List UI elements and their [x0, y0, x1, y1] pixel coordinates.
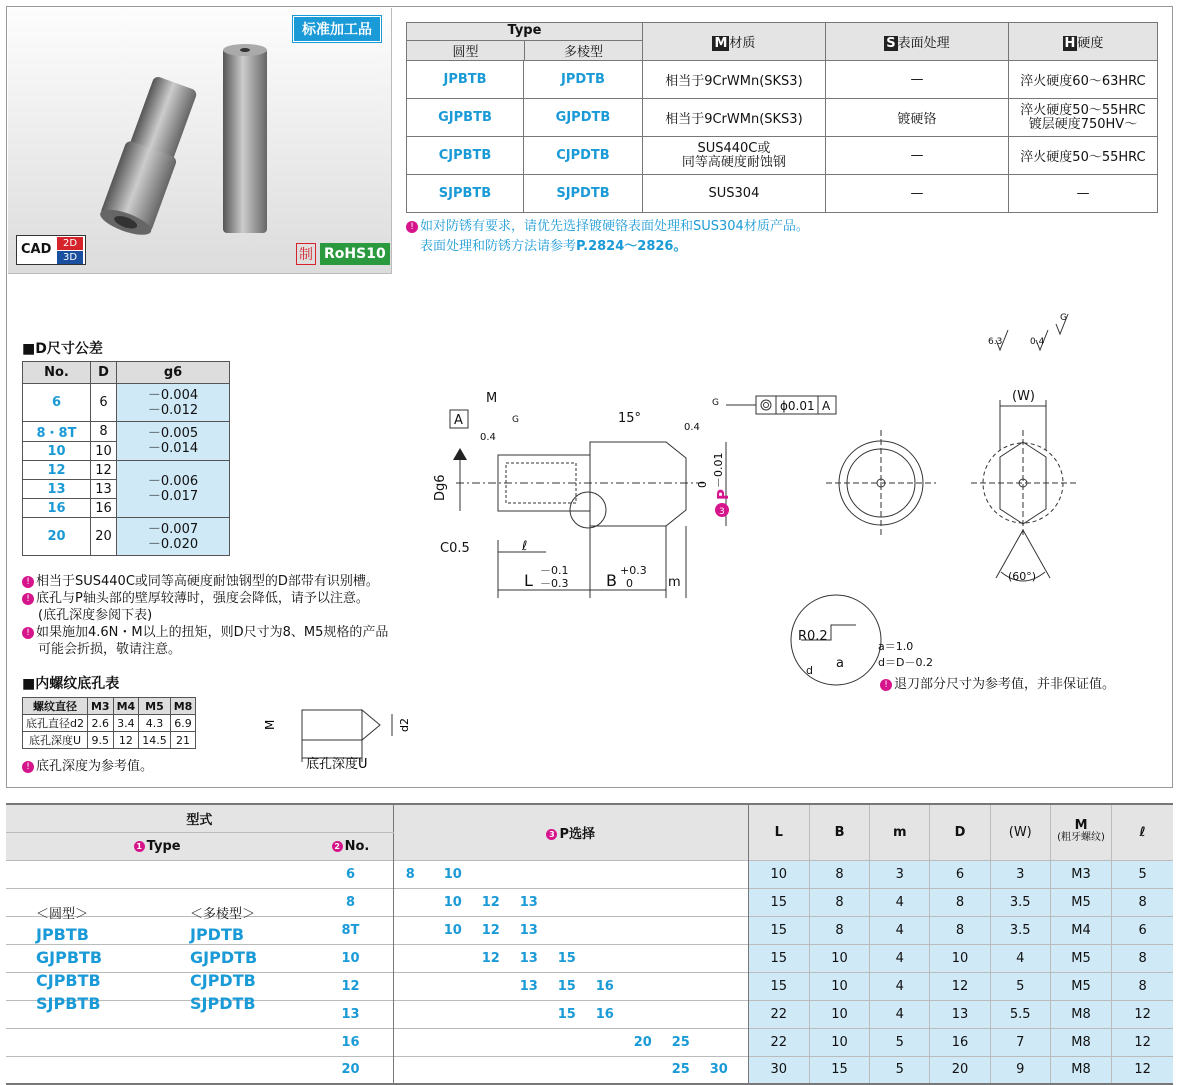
value-cell: M5	[1050, 972, 1111, 1000]
product-image	[88, 38, 308, 238]
svg-text:15°: 15°	[618, 411, 642, 426]
value-cell: 6	[930, 860, 990, 888]
note-icon: !	[406, 221, 418, 233]
tolerance-table: No. D g6 6 6 －0.004 －0.012 8・8T 8 －0.005 －0.014 10 10 12 12 －0.006 －0.017 13 13 16 16 20 20 －0.007 －0.020	[22, 361, 230, 556]
no-cell: 12	[308, 972, 393, 1000]
value-cell: 10	[809, 972, 869, 1000]
value-cell: 3.5	[990, 916, 1050, 944]
svg-text:A: A	[454, 413, 463, 428]
value-cell: 3	[990, 860, 1050, 888]
svg-text:0.4: 0.4	[684, 422, 700, 433]
page-ref-link[interactable]: P.2824～2826。	[576, 239, 687, 254]
type-col-header: 1 Type	[6, 832, 308, 860]
value-cell: 9	[990, 1056, 1050, 1084]
p-option[interactable]: 13	[519, 922, 538, 938]
type-header: Type 圆型 多棱型	[407, 23, 643, 61]
round-types: ＜圆型＞ JPBTB GJPBTB CJPBTB SJPBTB	[36, 907, 103, 1013]
value-cell: 22	[748, 1028, 809, 1056]
svg-text:－0.1: －0.1	[540, 564, 569, 577]
p-option[interactable]: 10	[443, 922, 462, 938]
svg-text:d: d	[806, 664, 813, 677]
p-option[interactable]: 15	[557, 978, 576, 994]
p-option[interactable]: 16	[595, 978, 614, 994]
value-cell: 10	[809, 944, 869, 972]
no-cell: 13	[308, 1000, 393, 1028]
spec-row: SJPBTB SJPDTB SUS304 — —	[407, 175, 1158, 213]
value-cell: 4	[870, 888, 930, 916]
p-option[interactable]: 13	[519, 894, 538, 910]
technical-drawing	[433, 300, 1156, 700]
value-cell: 16	[930, 1028, 990, 1056]
svg-text:(60°): (60°)	[1008, 570, 1037, 583]
bore-table: 螺纹直径 M3 M4 M5 M8 底孔直径d2 2.6 3.4 4.3 6.9 底孔深度U 9.5 12 14.5 21	[22, 697, 196, 749]
table-row	[6, 860, 1173, 888]
svg-text:底孔深度U: 底孔深度U	[306, 757, 368, 772]
value-cell: 8	[809, 860, 869, 888]
p-option[interactable]: 13	[519, 950, 538, 966]
svg-text:d2: d2	[398, 718, 411, 732]
no-cell: 6	[308, 860, 393, 888]
svg-text:+0.3: +0.3	[620, 564, 647, 577]
value-cell: 15	[748, 916, 809, 944]
p-option[interactable]: 12	[481, 922, 500, 938]
value-cell: 5.5	[990, 1000, 1050, 1028]
main-table: 型式 3 P选择 L B m D (W) M (粗牙螺纹) ℓ 1 Type 2 No. 6 8 10 10 8 3 6 3 M3 5 8 10 12 13 15 8 4 8 3.5 M5 8 8T 10 12 13 15 8 4 8 3.5 M4 6 10 12 13 15 15 10 4 10 4 M5 8 12 13 15 16 15 10 4 12 5 M5 8 13 15 16 22 10 4 13 5.5 M8 12 16 20 25 22 10 5 16 7 M8 12 20 25 30 30 15 5 20 9 M8 12	[6, 803, 1173, 1085]
svg-text:0: 0	[626, 577, 633, 590]
svg-text:6.3: 6.3	[988, 337, 1003, 347]
p-option[interactable]: 10	[443, 894, 462, 910]
svg-text:－0.01: －0.01	[712, 452, 725, 488]
svg-text:G: G	[1060, 313, 1067, 323]
no-cell: 10	[308, 944, 393, 972]
svg-text:0.4: 0.4	[480, 432, 496, 443]
p-select-header: 3 P选择	[393, 804, 748, 860]
p-option[interactable]: 13	[519, 978, 538, 994]
svg-text:0.4: 0.4	[1030, 337, 1045, 347]
value-cell: 22	[748, 1000, 809, 1028]
tolerance-title: ■D尺寸公差	[22, 341, 103, 357]
svg-text:(W): (W)	[1012, 389, 1035, 404]
value-cell: 8	[1112, 972, 1173, 1000]
value-cell: 15	[748, 888, 809, 916]
svg-text:G: G	[712, 398, 719, 408]
p-dimension	[696, 453, 732, 518]
svg-text:M: M	[486, 391, 498, 406]
value-cell: 5	[990, 972, 1050, 1000]
svg-text:Dg6: Dg6	[433, 474, 448, 501]
value-cell: M3	[1050, 860, 1111, 888]
value-cell: 8	[809, 888, 869, 916]
value-cell: 10	[809, 1000, 869, 1028]
p-option[interactable]: 30	[709, 1062, 728, 1078]
value-cell: 30	[748, 1056, 809, 1084]
value-cell: 5	[1112, 860, 1173, 888]
svg-text:a: a	[836, 656, 844, 671]
value-cell: 15	[809, 1056, 869, 1084]
value-cell: 3.5	[990, 888, 1050, 916]
note-icon: !	[22, 627, 34, 639]
note-icon: !	[22, 593, 34, 605]
value-cell: 5	[870, 1028, 930, 1056]
svg-text:C0.5: C0.5	[440, 541, 470, 556]
svg-text:M: M	[263, 719, 277, 730]
svg-text:ϕ0.01: ϕ0.01	[780, 399, 815, 413]
table-row	[6, 888, 1173, 916]
spec-note: ! 如对防锈有要求，请优先选择镀硬铬表面处理和SUS304材质产品。	[406, 218, 809, 235]
bore-title: ■内螺纹底孔表	[22, 676, 120, 692]
value-cell: 7	[990, 1028, 1050, 1056]
spec-row: JPBTB JPDTB 相当于9CrWMn(SKS3) — 淬火硬度60～63HRC	[407, 61, 1158, 99]
rohs-badge: RoHS10	[320, 243, 390, 265]
no-cell: 16	[308, 1028, 393, 1056]
p-option[interactable]: 15	[557, 950, 576, 966]
svg-text:m: m	[668, 575, 681, 590]
svg-text:P: P	[714, 489, 732, 500]
spec-row: CJPBTB CJPDTB SUS440C或 同等高硬度耐蚀钢 — 淬火硬度50～55HRC	[407, 137, 1158, 175]
svg-text:a＝1.0: a＝1.0	[878, 640, 914, 653]
material-header: M 材质	[642, 23, 825, 61]
svg-text:R0.2: R0.2	[798, 629, 828, 644]
p-option[interactable]: 16	[595, 1006, 614, 1022]
value-cell: M4	[1050, 916, 1111, 944]
svg-text:ℓ: ℓ	[522, 539, 528, 554]
p-option[interactable]: 8	[405, 866, 415, 882]
table-row	[6, 1000, 1173, 1028]
standard-badge: 标准加工品	[293, 16, 381, 42]
no-cell: 20	[308, 1056, 393, 1084]
value-cell: M5	[1050, 944, 1111, 972]
svg-text:B: B	[606, 571, 617, 590]
value-cell: 15	[748, 972, 809, 1000]
svg-text:0: 0	[696, 481, 709, 488]
value-cell: M8	[1050, 1028, 1111, 1056]
table-row	[6, 1028, 1173, 1056]
no-cell: 8T	[308, 916, 393, 944]
p-option[interactable]: 25	[671, 1062, 690, 1078]
bore-note: ! 底孔深度为参考值。	[22, 758, 153, 775]
table-row	[6, 916, 1173, 944]
svg-text:3: 3	[719, 507, 725, 517]
svg-text:－0.3: －0.3	[540, 577, 569, 590]
p-option[interactable]: 10	[443, 866, 462, 882]
spec-table	[406, 22, 1158, 213]
value-cell: 8	[930, 916, 990, 944]
value-cell: 4	[870, 972, 930, 1000]
notes: ! 相当于SUS440C或同等高硬度耐蚀钢型的D部带有识别槽。 ! 底孔与P轴头部的壁厚较薄时，强度会降低，请予以注意。 (底孔深度参阅下表) ! 如果施加4.6N・M以上的扭矩，则D尺寸为8、M5规格的产品 可能会折损，敬请注意。	[22, 573, 442, 658]
value-cell: 10	[809, 1028, 869, 1056]
value-cell: M8	[1050, 1000, 1111, 1028]
value-cell: 8	[930, 888, 990, 916]
note-icon: !	[880, 679, 892, 691]
note-icon: !	[22, 761, 34, 773]
value-cell: 8	[1112, 888, 1173, 916]
spec-row: GJPBTB GJPDTB 相当于9CrWMn(SKS3) 镀硬铬 淬火硬度50～55HRC 镀层硬度750HV～	[407, 99, 1158, 137]
value-cell: M8	[1050, 1056, 1111, 1084]
value-cell: 8	[1112, 944, 1173, 972]
value-cell: 4	[870, 1000, 930, 1028]
value-cell: 13	[930, 1000, 990, 1028]
value-cell: 12	[1112, 1028, 1173, 1056]
cad-badge[interactable]: CAD 2D 3D	[16, 235, 86, 265]
spec-ref-note: 表面处理和防锈方法请参考P.2824～2826。	[420, 239, 687, 254]
value-cell: 4	[870, 916, 930, 944]
svg-text:d＝D－0.2: d＝D－0.2	[878, 656, 933, 669]
svg-text:L: L	[524, 571, 533, 590]
value-cell: 4	[990, 944, 1050, 972]
product-photo	[8, 8, 392, 274]
value-cell: 3	[870, 860, 930, 888]
svg-text:A: A	[822, 399, 831, 413]
table-row	[6, 1056, 1173, 1084]
p-option[interactable]: 20	[633, 1034, 652, 1050]
value-cell: 20	[930, 1056, 990, 1084]
note-icon: !	[22, 576, 34, 588]
hardness-header: H 硬度	[1008, 23, 1157, 61]
value-cell: 12	[930, 972, 990, 1000]
p-option[interactable]: 15	[557, 1006, 576, 1022]
value-cell: 10	[930, 944, 990, 972]
value-cell: 12	[1112, 1000, 1173, 1028]
p-option[interactable]: 12	[481, 950, 500, 966]
surface-header: S 表面处理	[825, 23, 1008, 61]
value-cell: 10	[748, 860, 809, 888]
table-row	[6, 972, 1173, 1000]
value-cell: 12	[1112, 1056, 1173, 1084]
p-option[interactable]: 25	[671, 1034, 690, 1050]
no-col-header: 2 No.	[308, 832, 393, 860]
p-option[interactable]: 12	[481, 894, 500, 910]
value-cell: M5	[1050, 888, 1111, 916]
value-cell: 5	[870, 1056, 930, 1084]
bore-diagram	[262, 690, 422, 772]
made-to-order-icon: 制	[296, 243, 316, 265]
no-cell: 8	[308, 888, 393, 916]
drawing-note: ! 退刀部分尺寸为参考值，并非保证值。	[880, 676, 1115, 693]
value-cell: 6	[1112, 916, 1173, 944]
svg-text:G: G	[512, 415, 519, 425]
value-cell: 15	[748, 944, 809, 972]
poly-types: ＜多棱型＞ JPDTB GJPDTB CJPDTB SJPDTB	[190, 907, 258, 1013]
table-row	[6, 944, 1173, 972]
value-cell: 8	[809, 916, 869, 944]
value-cell: 4	[870, 944, 930, 972]
